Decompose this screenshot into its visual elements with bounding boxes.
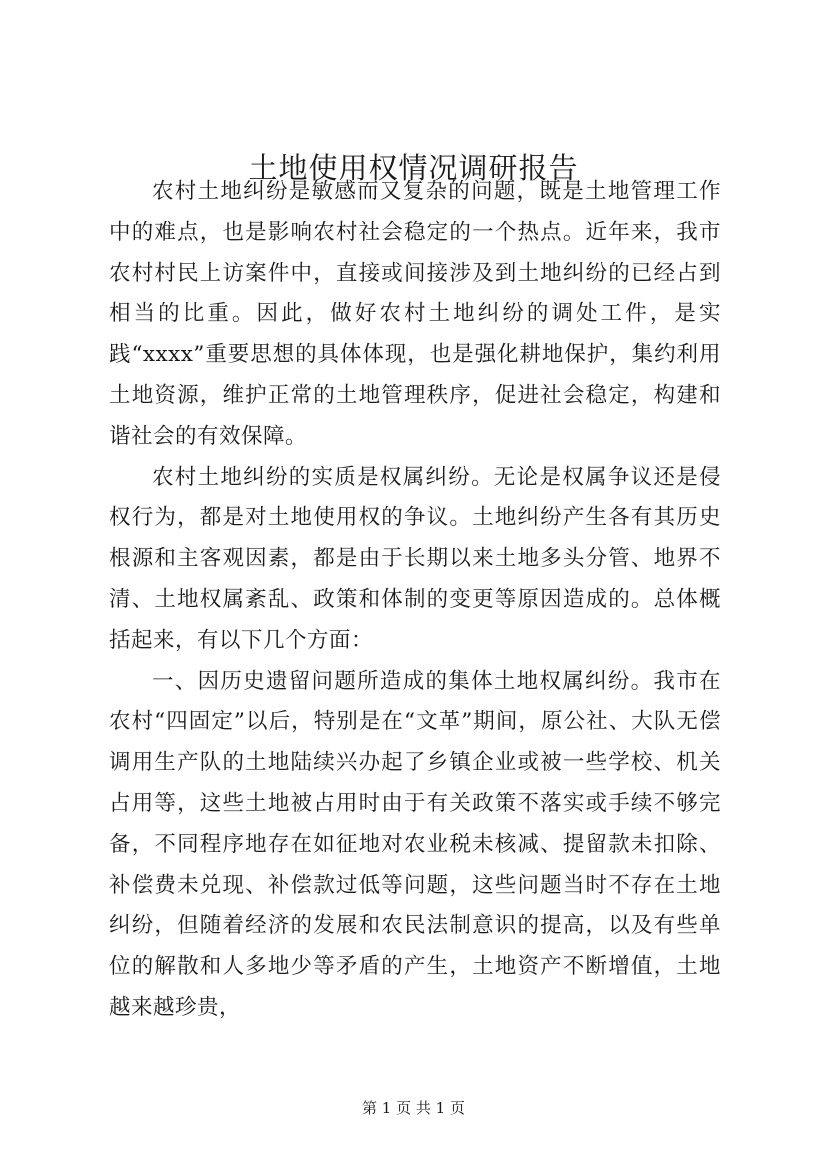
page-footer: 第 1 页 共 1 页 [362,1099,465,1117]
document-title: 土地使用权情况调研报告 [248,151,579,185]
paragraph-1: 农村土地纠纷是敏感而又复杂的问题，既是土地管理工作中的难点，也是影响农村社会稳定的一个热点。近年来，我市农村村民上访案件中，直接或间接涉及到土地纠纷的已经占到相当的比重。因此，做好农村土地纠纷的调处工件，是实践“xxxx”重要思想的具体体现，也是强化耕地保护，集约利用土地资源，维护正常的土地管理秩序，促进社会稳定，构建和谐社会的有效保障。 [109,179,721,449]
paragraph-2: 农村土地纠纷的实质是权属纠纷。无论是权属争议还是侵权行为，都是对土地使用权的争议。土地纠纷产生各有其历史根源和主客观因素，都是由于长期以来土地多头分管、地界不清、土地权属紊乱、政策和体制的变更等原因造成的。总体概括起来，有以下几个方面： [109,464,721,653]
paragraph-3: 一、因历史遗留问题所造成的集体土地权属纠纷。我市在农村“四固定”以后，特别是在“文革”期间，原公社、大队无偿调用生产队的土地陆续兴办起了乡镇企业或被一些学校、机关占用等，这些土地被占用时由于有关政策不落实或手续不够完备，不同程序地存在如征地对农业税未核减、提留款未扣除、补偿费未兑现、补偿款过低等问题，这些问题当时不存在土地纠纷，但随着经济的发展和农民法制意识的提高，以及有些单位的解散和人多地少等矛盾的产生，土地资产不断增值，土地越来越珍贵， [109,668,721,1020]
document-body [109,172,721,1029]
